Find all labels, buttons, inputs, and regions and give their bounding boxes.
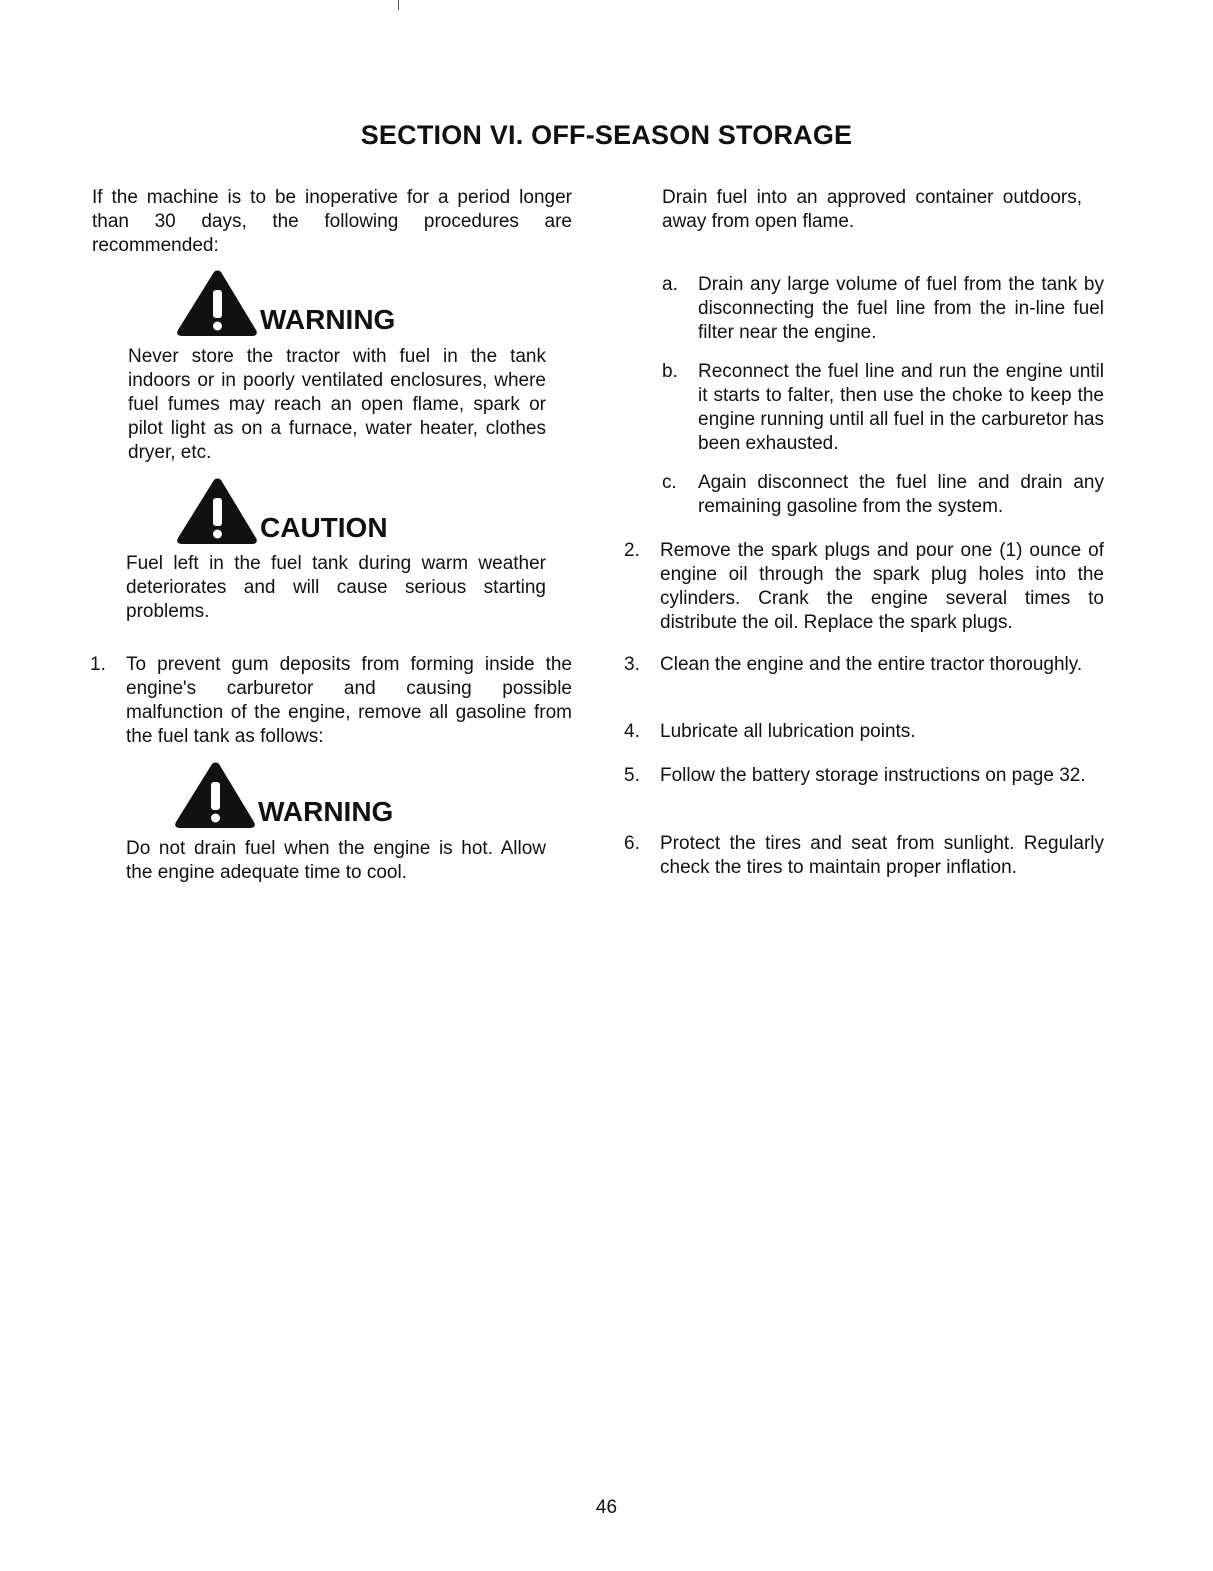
warning-label: WARNING: [260, 304, 396, 335]
caution-text: Fuel left in the fuel tank during warm weather deteriorates and will cause serious starting problems.: [126, 553, 546, 622]
step-text: Remove the spark plugs and pour one (1) ounce of engine oil through the spark plug holes into the cylinders. Crank the engine several times to distribute the oil. Replace the spark plugs.: [660, 540, 1104, 633]
step-text: Clean the engine and the entire tractor thoroughly.: [660, 654, 1083, 675]
warning-sign-1: [176, 270, 395, 336]
page-number: 46: [595, 1497, 618, 1518]
warning-triangle-icon: [174, 762, 256, 828]
step-number: 4.: [624, 721, 640, 742]
warning-text-2: Do not drain fuel when the engine is hot. Allow the engine adequate time to cool.: [126, 838, 546, 883]
step-text: Follow the battery storage instructions on page 32.: [660, 765, 1086, 786]
drain-note: Drain fuel into an approved container outdoors, away from open flame.: [662, 187, 1082, 232]
warning-label: WARNING: [258, 796, 394, 827]
substep-text: Again disconnect the fuel line and drain any remaining gasoline from the system.: [698, 472, 1104, 517]
substep-text: Reconnect the fuel line and run the engine until it starts to falter, then use the choke to keep the engine running until all fuel in the carburetor has been exhausted.: [698, 361, 1104, 454]
step-number: 6.: [624, 833, 640, 854]
step-text: Protect the tires and seat from sunlight. Regularly check the tires to maintain proper inflation.: [660, 833, 1104, 878]
step-text: Lubricate all lubrication points.: [660, 721, 916, 742]
step-number: 1.: [90, 654, 106, 675]
warning-triangle-icon: [176, 478, 258, 544]
substep-letter: a.: [662, 274, 678, 295]
caution-sign: [176, 478, 388, 544]
warning-sign-2: [174, 762, 393, 828]
step-text: To prevent gum deposits from forming inside the engine's carburetor and causing possible malfunction of the engine, remove all gasoline from the fuel tank as follows:: [126, 654, 572, 747]
step-number: 3.: [624, 654, 640, 675]
page-title: SECTION VI. OFF-SEASON STORAGE: [360, 120, 853, 150]
intro-paragraph: If the machine is to be inoperative for a period longer than 30 days, the following procedures are recommended:: [92, 187, 572, 256]
step-number: 2.: [624, 540, 640, 561]
substep-text: Drain any large volume of fuel from the tank by disconnecting the fuel line from the in-line fuel filter near the engine.: [698, 274, 1104, 343]
warning-text-1: Never store the tractor with fuel in the tank indoors or in poorly ventilated enclosures, where fuel fumes may reach an open flame, spark or pilot light as on a furnace, water heater, clothes dryer, etc.: [128, 346, 546, 463]
scan-mark: [398, 0, 399, 10]
warning-triangle-icon: [176, 270, 258, 336]
substep-letter: b.: [662, 361, 678, 382]
substep-letter: c.: [662, 472, 677, 493]
step-number: 5.: [624, 765, 640, 786]
caution-label: CAUTION: [260, 512, 388, 543]
